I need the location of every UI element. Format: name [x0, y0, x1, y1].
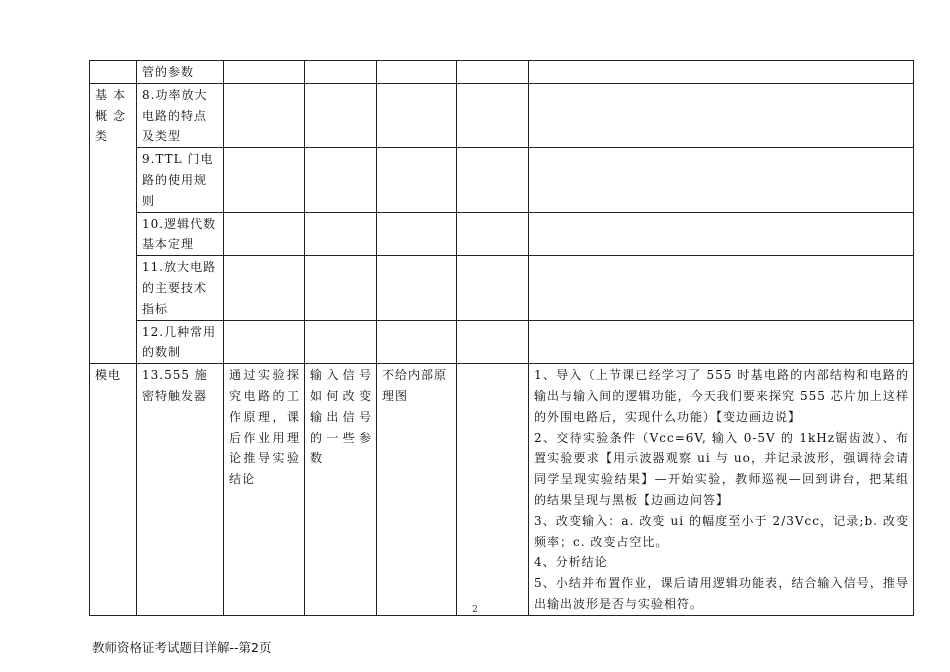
table-row	[90, 148, 914, 212]
process-cell	[529, 83, 914, 147]
category-cell: 基本概念类	[90, 83, 137, 363]
method-cell	[224, 320, 305, 364]
topic-cell: 10.逻辑代数基本定理	[137, 212, 224, 256]
focus-cell	[305, 320, 377, 364]
footer-title: 教师资格证考试题目详解--第2页	[92, 640, 272, 655]
difficulty-cell	[377, 212, 457, 256]
process-cell	[529, 61, 914, 84]
process-cell	[529, 148, 914, 212]
blank-cell	[457, 256, 529, 320]
topic-cell: 管的参数	[137, 61, 224, 84]
blank-cell	[457, 83, 529, 147]
method-cell	[224, 256, 305, 320]
table-row	[90, 364, 914, 616]
difficulty-cell	[377, 61, 457, 84]
method-cell	[224, 83, 305, 147]
table-row	[90, 61, 914, 84]
blank-cell	[457, 320, 529, 364]
topic-cell: 13.555 施密特触发器	[137, 364, 224, 616]
focus-cell	[305, 61, 377, 84]
process-cell	[529, 320, 914, 364]
difficulty-cell	[377, 256, 457, 320]
method-cell	[224, 61, 305, 84]
process-cell: 1、导入（上节课已经学习了 555 时基电路的内部结构和电路的输出与输入间的逻辑功能，今天我们要来探究 555 芯片加上这样的外围电路后，实现什么功能）【变边画边说】 2、交待实验条件（Vcc=6V, 输入 0-5V 的 1kHz锯齿波）、布置实验要求【用示波器观察 ui 与 uo，并记录波形，强调待会请同学呈现实验结果】—开始实验，教师巡视—回到讲台，把某组的结果呈现与黑板【边画边问答】 3、改变输入：a. 改变 ui 的幅度至小于 2/3Vcc，记录;b. 改变频率；c. 改变占空比。 4、分析结论 5、小结并布置作业，课后请用逻辑功能表，结合输入信号，推导出输出波形是否与实验相符。	[529, 364, 914, 616]
method-cell: 通过实验探究电路的工作原理，课后作业用理论推导实验结论	[224, 364, 305, 616]
focus-cell	[305, 83, 377, 147]
difficulty-cell	[377, 148, 457, 212]
table-row	[90, 83, 914, 147]
method-cell	[224, 212, 305, 256]
focus-cell	[305, 148, 377, 212]
topic-cell: 12.几种常用的数制	[137, 320, 224, 364]
topic-cell: 11.放大电路的主要技术指标	[137, 256, 224, 320]
blank-cell	[457, 148, 529, 212]
table-row	[90, 320, 914, 364]
page-number: 2	[472, 605, 478, 615]
blank-cell	[457, 61, 529, 84]
process-cell	[529, 256, 914, 320]
focus-cell: 输入信号如何改变输出信号的一些参数	[305, 364, 377, 616]
topic-cell: 8.功率放大电路的特点及类型	[137, 83, 224, 147]
topic-cell: 9.TTL 门电路的使用规则	[137, 148, 224, 212]
category-cell: 模电	[90, 364, 137, 616]
focus-cell	[305, 256, 377, 320]
table-row	[90, 212, 914, 256]
difficulty-cell: 不给内部原理图	[377, 364, 457, 616]
blank-cell	[457, 212, 529, 256]
blank-cell	[457, 364, 529, 616]
course-table	[89, 60, 914, 616]
difficulty-cell	[377, 83, 457, 147]
table-row	[90, 256, 914, 320]
process-cell	[529, 212, 914, 256]
category-cell	[90, 61, 137, 84]
method-cell	[224, 148, 305, 212]
focus-cell	[305, 212, 377, 256]
difficulty-cell	[377, 320, 457, 364]
